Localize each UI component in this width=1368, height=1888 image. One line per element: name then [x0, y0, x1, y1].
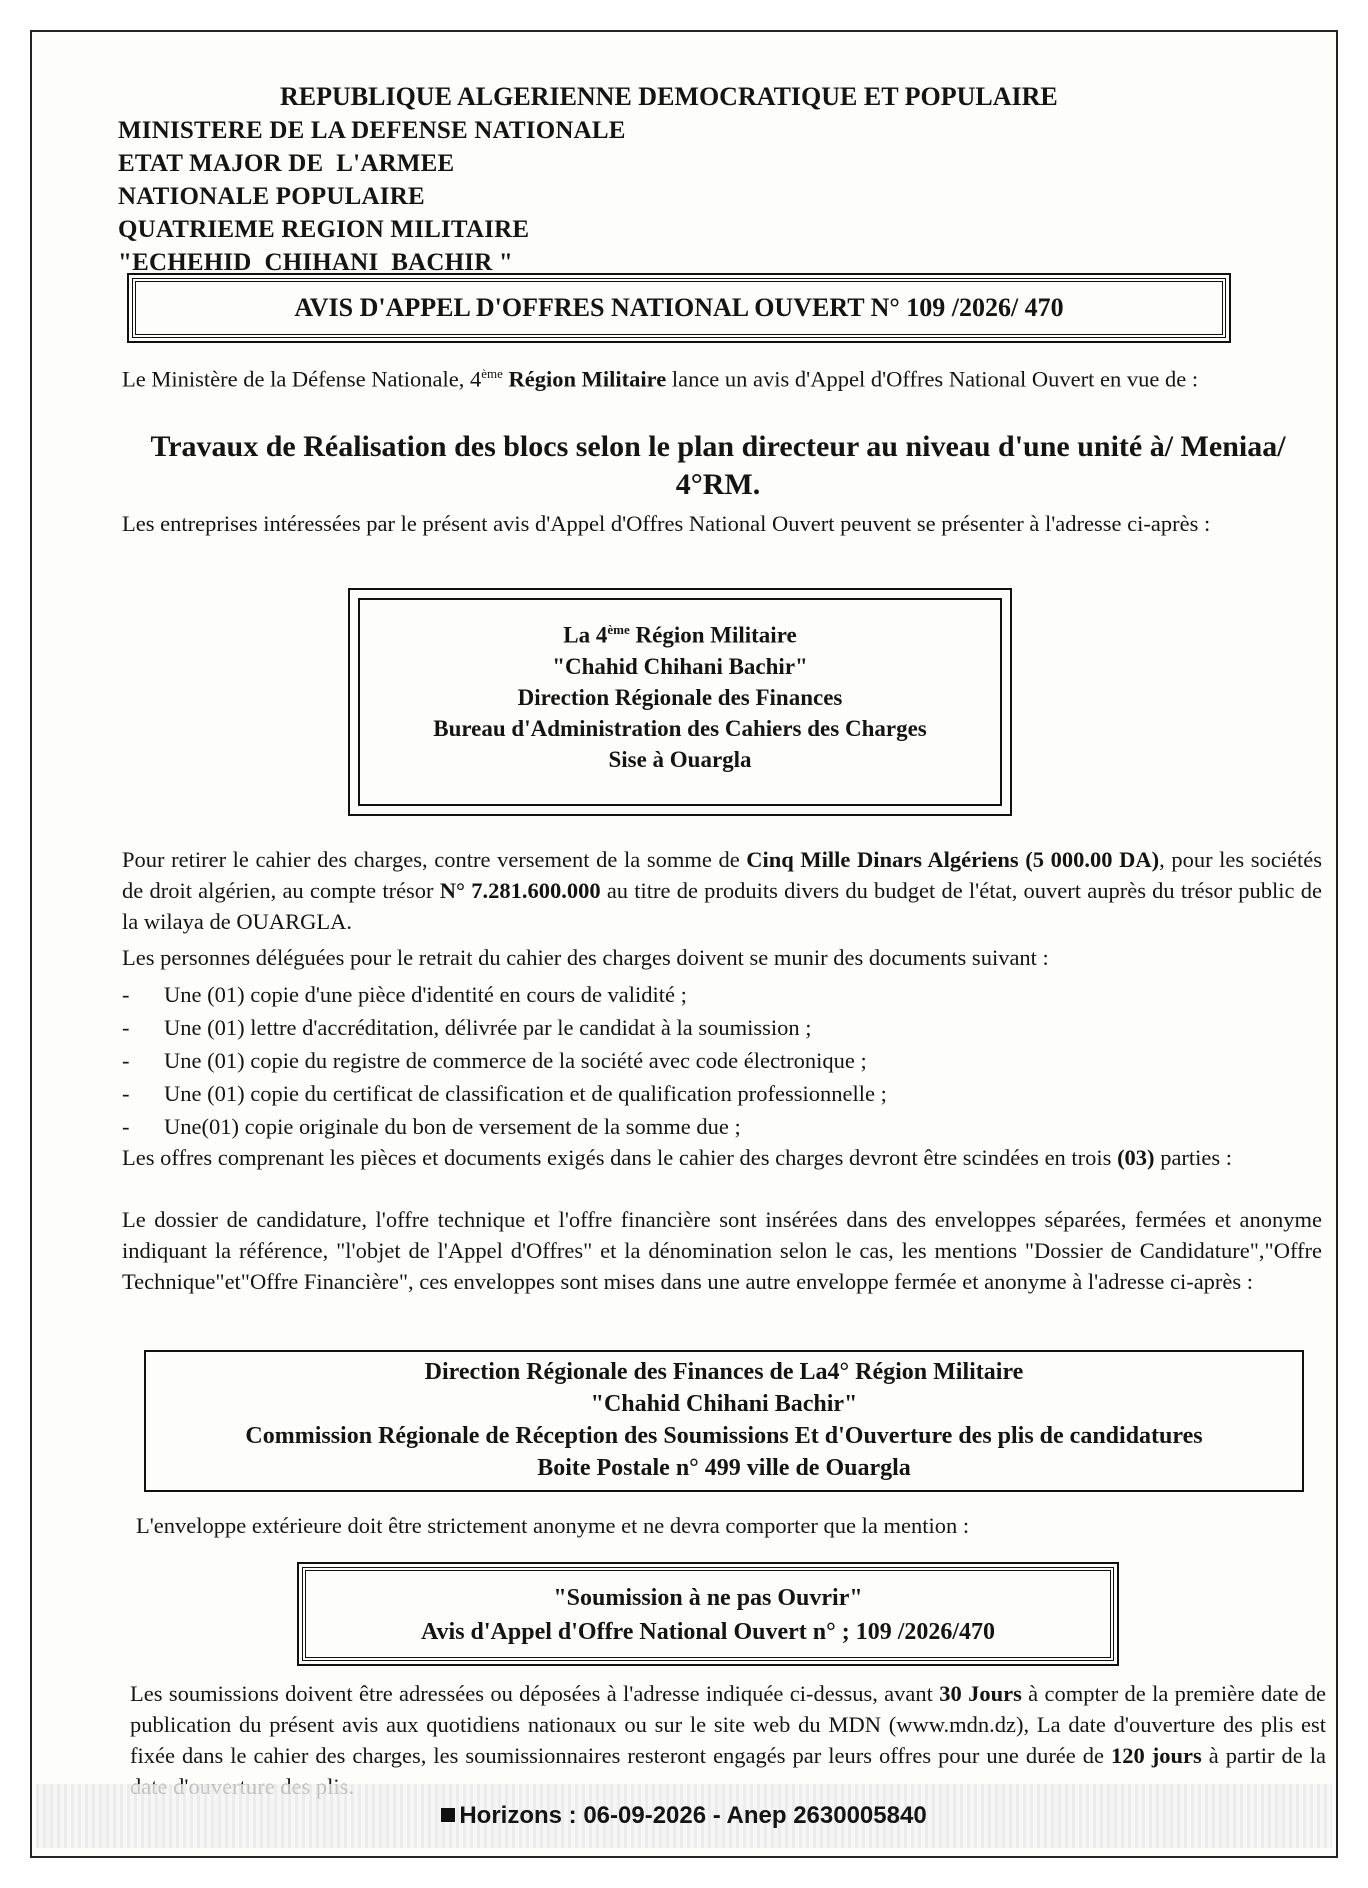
list-item: - Une (01) copie du registre de commerce de la société avec code électronique ; — [122, 1044, 887, 1077]
withdrawal-paragraph — [122, 844, 1322, 937]
treasury-account: N° 7.281.600.000 — [439, 878, 601, 903]
address-line: "Chahid Chihani Bachir" — [590, 1391, 858, 1417]
republic-heading: REPUBLIQUE ALGERIENNE DEMOCRATIQUE ET POPULAIRE — [280, 82, 1058, 111]
intro-bold: Région Militaire — [502, 366, 667, 392]
address-line: Bureau d'Administration des Cahiers des Charges — [433, 715, 927, 741]
intro-paragraph — [122, 358, 1322, 395]
address-line: Commission Régionale de Réception des Soumissions Et d'Ouverture des plis de candidatures — [245, 1423, 1203, 1449]
mention-line: "Soumission à ne pas Ouvrir" — [553, 1585, 863, 1611]
header-line: QUATRIEME REGION MILITAIRE — [118, 216, 530, 243]
publication-footer — [32, 1802, 1336, 1830]
address-line-b: Région Militaire — [629, 622, 797, 648]
withdrawal-text: Pour retirer le cahier des charges, contre versement de la somme de — [122, 847, 747, 872]
address-line: Sise à Ouargla — [608, 746, 752, 772]
intro-text-end: lance un avis d'Appel d'Offres National Ouvert en vue de : — [666, 366, 1199, 392]
withdrawal-text: au titre de produits divers du budget de l'état, ouvert auprès du trésor public de la wilaya de OUARGLA. — [122, 878, 1322, 934]
intro-sup: ème — [481, 366, 503, 381]
deadline-text: à compter de la première date de publication du présent avis aux quotidiens nationaux ou sur le site web du MDN (www.mdn.dz), La date d'ouverture des plis est fixée dans le cahier des charges, les soumissionnaires resteront engagés par leurs offres pour une durée de — [130, 1681, 1327, 1768]
validity-days: 120 jours — [1111, 1743, 1202, 1768]
withdrawal-address-inner — [358, 598, 1002, 806]
footer-text: Horizons : 06-09-2026 - Anep 2630005840 — [459, 1802, 927, 1829]
list-item: - Une (01) copie d'une pièce d'identité en cours de validité ; — [122, 978, 887, 1011]
offers-text: parties : — [1154, 1145, 1233, 1170]
documents-list — [122, 978, 887, 1143]
bullet-square-icon — [441, 1808, 455, 1822]
ministry-header — [118, 114, 626, 279]
deadline-text: à partir de la — [1208, 1743, 1326, 1768]
address-sup: ème — [607, 622, 630, 637]
list-item: - Une (01) copie du certificat de classification et de qualification professionnelle ; — [122, 1077, 887, 1110]
offers-count: (03) — [1117, 1145, 1155, 1170]
list-item: - Une(01) copie originale du bon de versement de la somme due ; — [122, 1110, 887, 1143]
deadline-days: 30 Jours — [939, 1681, 1022, 1706]
address-line — [360, 614, 1000, 651]
outer-envelope-paragraph: L'enveloppe extérieure doit être strictement anonyme et ne devra comporter que la mention : — [136, 1513, 970, 1538]
subject-heading: Travaux de Réalisation des blocs selon le plan directeur au niveau d'une unité à/ Meniaa/ 4°RM. — [150, 430, 1286, 501]
offers-text: Les offres comprenant les pièces et documents exigés dans le cahier des charges devront être scindées en trois — [122, 1145, 1118, 1170]
notice-page — [30, 30, 1338, 1858]
delegates-paragraph: Les personnes déléguées pour le retrait du cahier des charges doivent se munir des documents suivant : — [122, 945, 1049, 970]
dossier-paragraph: Le dossier de candidature, l'offre technique et l'offre financière sont insérées dans des enveloppes séparées, fermées et anonyme indiquant la référence, "l'objet de l'Appel d'Offres" et la dénomination selon le cas, les mentions "Dossier de Candidature","Offre Technique"et"Offre Financière", ces enveloppes sont mises dans une autre enveloppe fermée et anonyme à l'adresse ci-après : — [122, 1207, 1322, 1294]
intro-text: Le Ministère de la Défense Nationale, 4 — [122, 366, 482, 392]
address-line-a: La 4 — [563, 622, 608, 648]
submission-address-box — [144, 1350, 1304, 1492]
address-line: Direction Régionale des Finances — [517, 684, 843, 710]
header-line: MINISTERE DE LA DEFENSE NATIONALE — [118, 117, 626, 144]
deadline-text: Les soumissions doivent être adressées ou déposées à l'adresse indiquée ci-dessus, avant — [130, 1681, 940, 1706]
header-line: ETAT MAJOR DE L'ARMEE — [118, 150, 455, 177]
withdrawal-text: , pour les sociétés de droit algérien, au compte trésor — [122, 847, 1322, 903]
withdrawal-address-box — [348, 588, 1012, 816]
header-line: NATIONALE POPULAIRE — [118, 183, 425, 210]
address-line: Direction Régionale des Finances de La4° Région Militaire — [424, 1359, 1024, 1385]
notice-title: AVIS D'APPEL D'OFFRES NATIONAL OUVERT N° 109 /2026/ 470 — [132, 278, 1226, 338]
header-line: "ECHEHID CHIHANI BACHIR " — [118, 249, 514, 276]
offers-paragraph — [122, 1142, 1322, 1173]
address-line: Boite Postale n° 499 ville de Ouargla — [537, 1455, 911, 1481]
present-paragraph: Les entreprises intéressées par le présent avis d'Appel d'Offres National Ouvert peuvent se présenter à l'adresse ci-après : — [122, 511, 1211, 536]
mention-box — [302, 1567, 1114, 1661]
withdrawal-amount: Cinq Mille Dinars Algériens (5 000.00 DA) — [746, 847, 1160, 872]
list-item: - Une (01) lettre d'accréditation, délivrée par le candidat à la soumission ; — [122, 1011, 887, 1044]
mention-line: Avis d'Appel d'Offre National Ouvert n° ; 109 /2026/470 — [420, 1619, 996, 1645]
address-line: "Chahid Chihani Bachir" — [552, 653, 808, 679]
